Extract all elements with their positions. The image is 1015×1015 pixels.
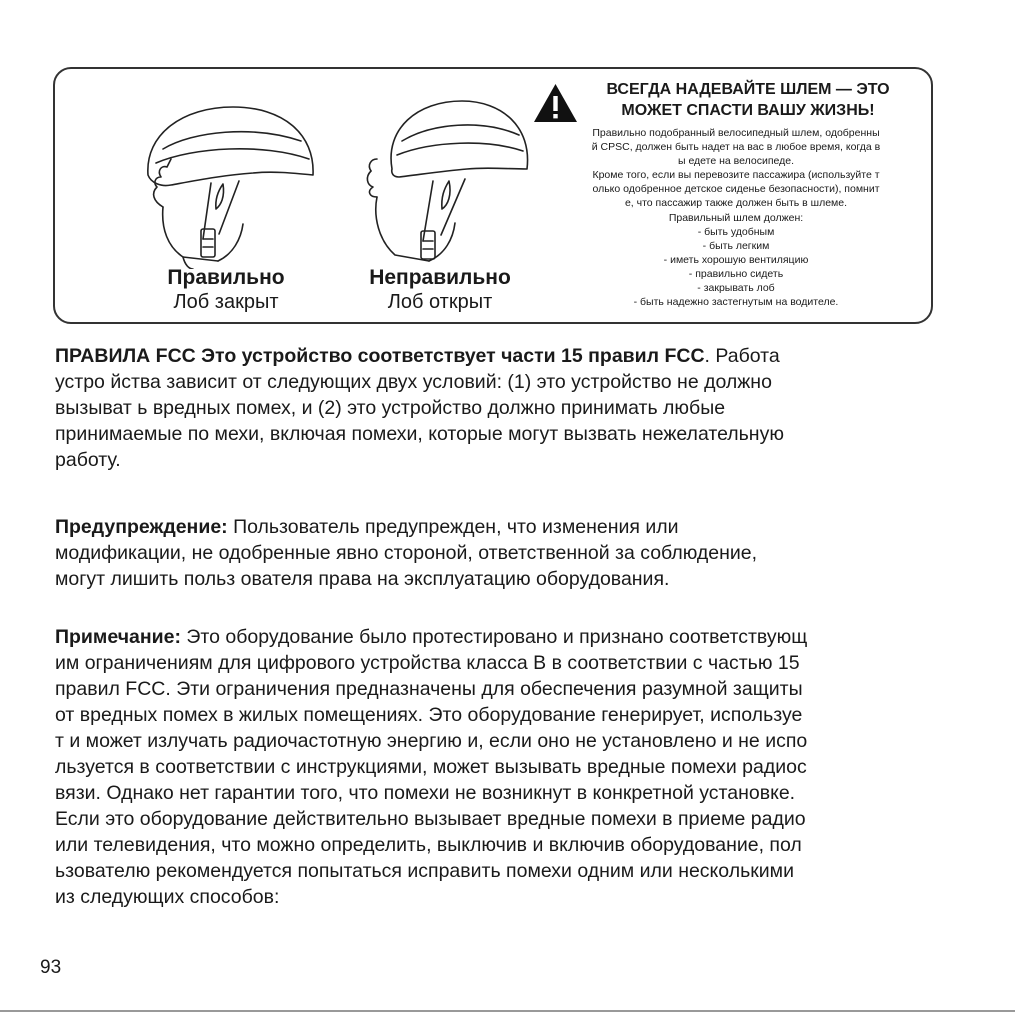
fcc-heading: ПРАВИЛА FCC Это устройство соответствует части 15 правил FCC <box>55 345 705 367</box>
warning-title <box>573 79 923 121</box>
correct-label: Правильно <box>167 266 285 289</box>
note-first-line: Это оборудование было протестировано и признано соответствующ <box>180 626 808 648</box>
warning-body-line: - быть надежно застегнутым на водителе. <box>633 296 839 309</box>
warning-title-line: ВСЕГДА НАДЕВАЙТЕ ШЛЕМ — ЭТО <box>606 81 890 98</box>
warning-body <box>533 126 933 309</box>
correct-helmet-illustration <box>123 89 333 269</box>
correct-caption <box>131 266 321 314</box>
note-line: т и может излучать радиочастотную энергию и, если оно не установлено и не испо <box>55 730 808 752</box>
warning-body-line: - быть удобным <box>697 225 775 238</box>
incorrect-helmet-illustration <box>337 89 547 269</box>
warning-body-line: й CPSC, должен быть надет на вас в любое время, когда в <box>591 141 881 154</box>
page-number: 93 <box>40 957 62 978</box>
fcc-line: устро йства зависит от следующих двух условий: (1) это устройство не должно <box>55 371 772 393</box>
note-line: ьзователю рекомендуется попытаться исправить помехи одним или несколькими <box>55 860 794 882</box>
incorrect-detail: Лоб открыт <box>387 291 493 313</box>
fcc-first-line: . Работа <box>704 345 780 367</box>
note-line: или телевидения, что можно определить, выключив и включив оборудование, пол <box>55 834 802 856</box>
fcc-rules-paragraph <box>55 343 970 473</box>
note-line: Если это оборудование действительно вызывает вредные помехи в приеме радио <box>55 808 806 830</box>
note-line: вязи. Однако нет гарантии того, что помехи не возникнут в конкретной установке. <box>55 782 796 804</box>
helmet-warning <box>533 79 933 309</box>
warning-title-line: МОЖЕТ СПАСТИ ВАШУ ЖИЗНЬ! <box>621 102 875 119</box>
note-line: из следующих способов: <box>55 886 280 908</box>
note-line: правил FCC. Эти ограничения предназначены для обеспечения разумной защиты <box>55 678 803 700</box>
warning-body-line: - иметь хорошую вентиляцию <box>663 253 809 266</box>
fcc-line: вызыват ь вредных помех, и (2) это устройство должно принимать любые <box>55 397 726 419</box>
fcc-line: принимаемые по мехи, включая помехи, которые могут вызвать нежелательную <box>55 423 784 445</box>
note-paragraph <box>55 624 970 910</box>
warning-body-line: Правильный шлем должен: <box>668 211 804 224</box>
warning-body-line: ы едете на велосипеде. <box>677 155 795 168</box>
bottom-divider <box>0 1010 1015 1012</box>
modification-warning-paragraph <box>55 514 970 592</box>
note-line: от вредных помех в жилых помещениях. Это оборудование генерирует, используе <box>55 704 803 726</box>
warning-line: могут лишить польз ователя права на эксплуатацию оборудования. <box>55 568 670 590</box>
warning-body-line: Правильно подобранный велосипедный шлем, одобренны <box>592 127 880 139</box>
warning-body-line: олько одобренное детское сиденье безопасности), помнит <box>592 183 880 196</box>
fcc-line: работу. <box>55 449 121 471</box>
incorrect-label: Неправильно <box>369 266 511 289</box>
warning-first-line: Пользователь предупрежден, что изменения или <box>227 516 679 538</box>
correct-detail: Лоб закрыт <box>173 291 279 313</box>
note-line: им ограничениям для цифрового устройства класса B в соответствии с частью 15 <box>55 652 800 674</box>
incorrect-caption <box>345 266 535 314</box>
warning-body-line: Кроме того, если вы перевозите пассажира (используйте т <box>592 169 880 182</box>
warning-body-line: - правильно сидеть <box>688 267 784 280</box>
warning-body-line: - закрывать лоб <box>697 282 775 295</box>
warning-icon <box>533 83 578 123</box>
warning-line: модификации, не одобренные явно стороной, ответственной за соблюдение, <box>55 542 758 564</box>
helmet-safety-panel <box>53 67 933 324</box>
warning-body-line: е, что пассажир также должен быть в шлеме. <box>624 197 848 210</box>
note-label: Примечание: <box>55 626 181 648</box>
note-line: льзуется в соответствии с инструкциями, может вызывать вредные помехи радиос <box>55 756 807 778</box>
warning-label: Предупреждение: <box>55 516 228 538</box>
warning-body-line: - быть легким <box>702 239 770 252</box>
